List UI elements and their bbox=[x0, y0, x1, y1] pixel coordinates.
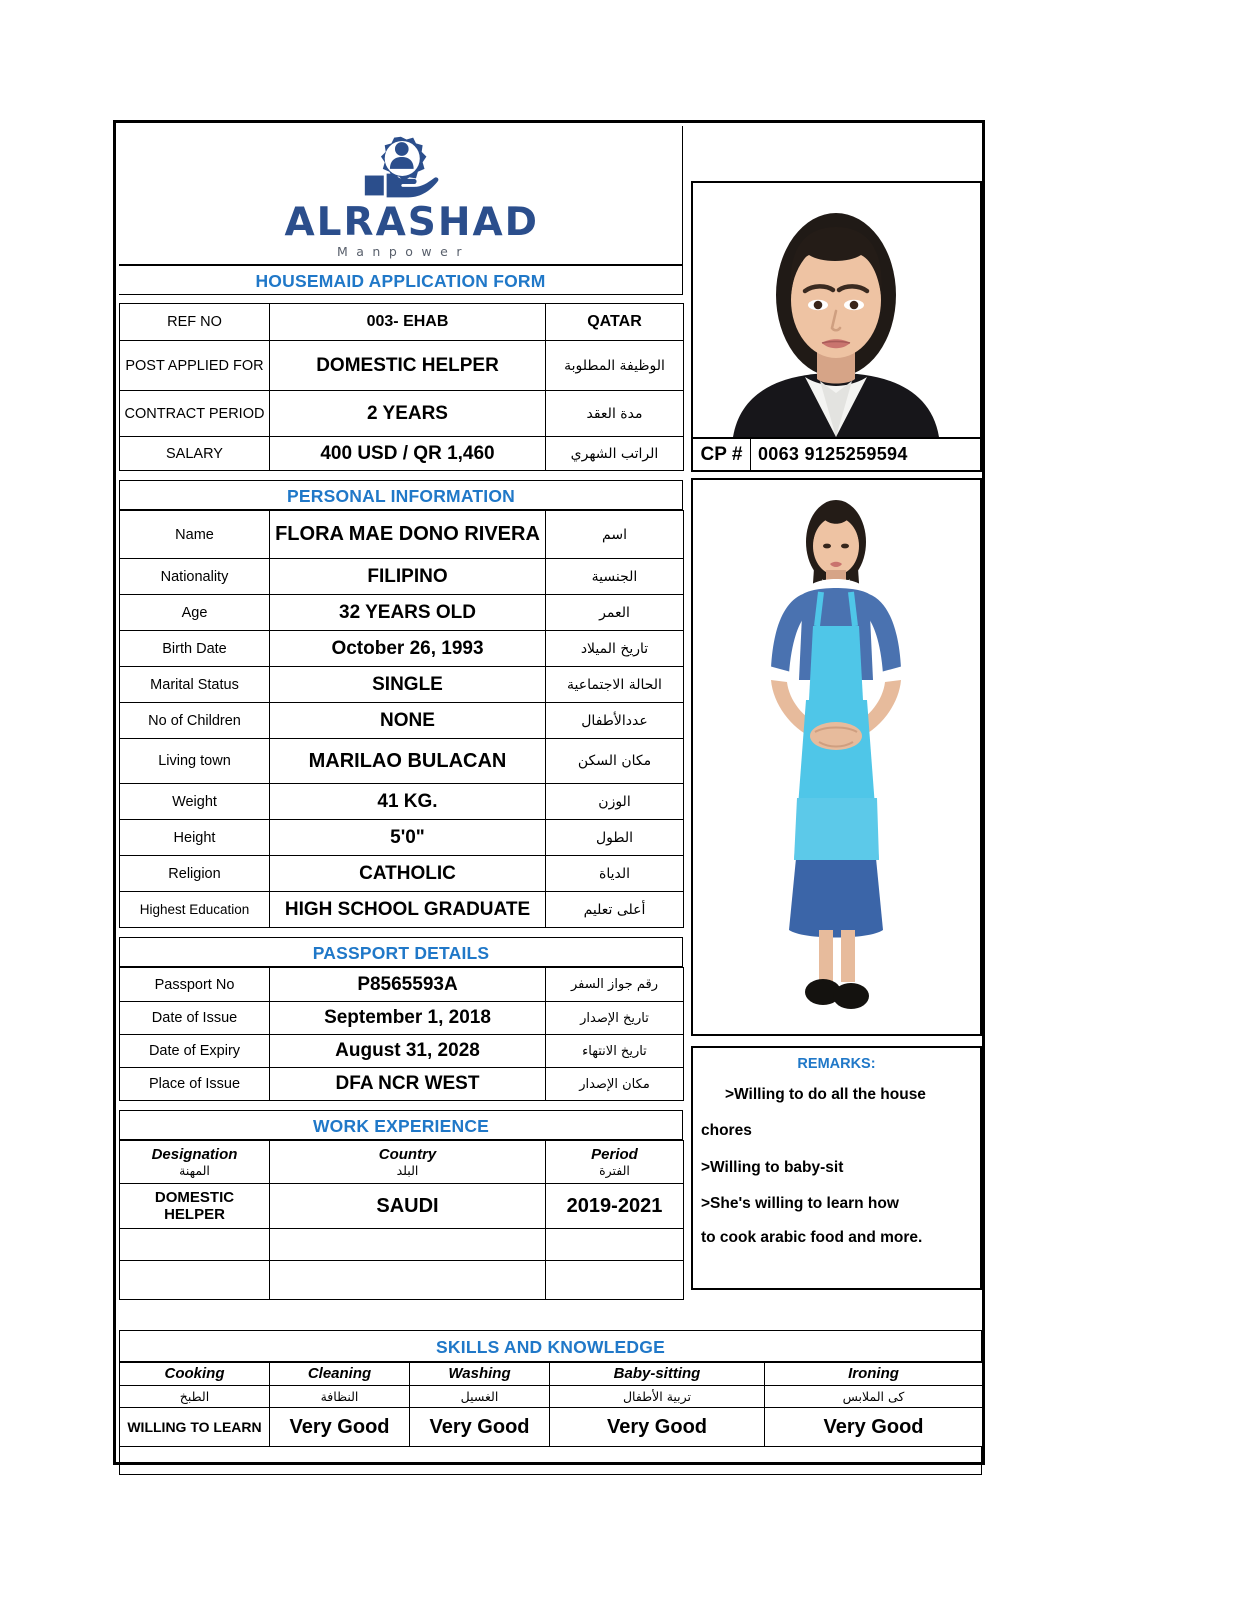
row-arabic: العمر bbox=[546, 595, 684, 631]
work-experience-heading: WORK EXPERIENCE bbox=[119, 1110, 683, 1140]
row-arabic: QATAR bbox=[546, 304, 684, 341]
logo-wordmark: ALRASHAD bbox=[284, 200, 540, 246]
row-label: Highest Education bbox=[120, 892, 270, 928]
personal-information-heading: PERSONAL INFORMATION bbox=[119, 480, 683, 510]
row-value: P8565593A bbox=[270, 968, 546, 1002]
cell-period bbox=[546, 1229, 684, 1261]
column-header-ar: الغسيل bbox=[410, 1386, 550, 1408]
row-arabic: تاريخ الميلاد bbox=[546, 631, 684, 667]
row-value: FILIPINO bbox=[270, 559, 546, 595]
skill-rating-cleaning: Very Good bbox=[270, 1408, 410, 1447]
cell-designation: DOMESTIC HELPER bbox=[120, 1184, 270, 1229]
row-arabic: مدة العقد bbox=[546, 391, 684, 437]
row-arabic: رقم جواز السفر bbox=[546, 968, 684, 1002]
row-label: Birth Date bbox=[120, 631, 270, 667]
column-header-en: Cooking bbox=[164, 1365, 225, 1382]
remark-line: >Willing to do all the house bbox=[725, 1086, 926, 1103]
skills-heading: SKILLS AND KNOWLEDGE bbox=[119, 1330, 982, 1362]
row-label: Religion bbox=[120, 856, 270, 892]
left-column bbox=[119, 126, 683, 1300]
column-header-en: Designation bbox=[151, 1146, 238, 1163]
row-label: Date of Issue bbox=[120, 1002, 270, 1035]
company-logo-block bbox=[119, 126, 683, 265]
table-row bbox=[120, 595, 684, 631]
cell-period bbox=[546, 1261, 684, 1300]
row-label: Place of Issue bbox=[120, 1068, 270, 1101]
row-arabic: الطول bbox=[546, 820, 684, 856]
column-header-ar: البلد bbox=[396, 1163, 419, 1178]
applicant-portrait-photo bbox=[691, 181, 982, 439]
row-value: DOMESTIC HELPER bbox=[270, 341, 546, 391]
row-value: CATHOLIC bbox=[270, 856, 546, 892]
column-header-ar: المهنة bbox=[179, 1163, 210, 1178]
skills-table bbox=[119, 1362, 983, 1447]
skill-rating-babysitting: Very Good bbox=[550, 1408, 765, 1447]
alrashad-logo bbox=[284, 131, 540, 259]
skill-rating-ironing: Very Good bbox=[765, 1408, 983, 1447]
row-value: 400 USD / QR 1,460 bbox=[270, 437, 546, 471]
row-label: SALARY bbox=[120, 437, 270, 471]
column-header-washing bbox=[410, 1363, 550, 1386]
cp-number: 0063 9125259594 bbox=[758, 444, 908, 464]
table-arabic-row bbox=[120, 1386, 983, 1408]
contact-number-bar bbox=[691, 439, 982, 472]
row-value: SINGLE bbox=[270, 667, 546, 703]
table-row bbox=[120, 1035, 684, 1068]
job-details-table bbox=[119, 303, 684, 471]
remark-line: >She's willing to learn how bbox=[701, 1194, 899, 1212]
column-header-ar: النظافة bbox=[270, 1386, 410, 1408]
cell-country bbox=[270, 1229, 546, 1261]
table-row bbox=[120, 739, 684, 784]
cell-country bbox=[270, 1261, 546, 1300]
page-title: HOUSEMAID APPLICATION FORM bbox=[119, 265, 683, 295]
table-row bbox=[120, 559, 684, 595]
table-row bbox=[120, 391, 684, 437]
table-header-row bbox=[120, 1363, 983, 1386]
row-arabic: الراتب الشهري bbox=[546, 437, 684, 471]
table-row bbox=[120, 631, 684, 667]
table-row bbox=[120, 511, 684, 559]
row-arabic: اسم bbox=[546, 511, 684, 559]
column-header-period bbox=[546, 1141, 684, 1184]
row-label: No of Children bbox=[120, 703, 270, 739]
column-header-en: Washing bbox=[448, 1365, 511, 1382]
table-row bbox=[120, 304, 684, 341]
row-value: FLORA MAE DONO RIVERA bbox=[270, 511, 546, 559]
column-header-en: Cleaning bbox=[307, 1365, 372, 1382]
footer-blank-row bbox=[119, 1447, 982, 1475]
remark-line: to cook arabic food and more. bbox=[701, 1229, 923, 1247]
cp-label: CP # bbox=[693, 439, 751, 470]
row-arabic: الدياة bbox=[546, 856, 684, 892]
remark-line: >Willing to baby-sit bbox=[701, 1158, 844, 1176]
row-arabic: عددالأطفال bbox=[546, 703, 684, 739]
column-header-designation bbox=[120, 1141, 270, 1184]
cell-designation bbox=[120, 1261, 270, 1300]
work-experience-table bbox=[119, 1140, 684, 1300]
row-value: August 31, 2028 bbox=[270, 1035, 546, 1068]
row-value: October 26, 1993 bbox=[270, 631, 546, 667]
right-column bbox=[691, 181, 982, 1290]
row-label: Age bbox=[120, 595, 270, 631]
column-header-ar: الفترة bbox=[599, 1163, 630, 1178]
row-arabic: مكان السكن bbox=[546, 739, 684, 784]
row-arabic: أعلى تعليم bbox=[546, 892, 684, 928]
column-header-en: Country bbox=[378, 1146, 437, 1163]
column-header-country bbox=[270, 1141, 546, 1184]
table-row bbox=[120, 703, 684, 739]
table-row bbox=[120, 1184, 684, 1229]
row-label: Name bbox=[120, 511, 270, 559]
table-row bbox=[120, 341, 684, 391]
column-header-ironing bbox=[765, 1363, 983, 1386]
table-row bbox=[120, 1068, 684, 1101]
column-header-ar: كى الملابس bbox=[765, 1386, 983, 1408]
gear-person-hand-icon bbox=[344, 131, 458, 203]
personal-information-table bbox=[119, 510, 684, 928]
table-header-row bbox=[120, 1141, 684, 1184]
remark-line: chores bbox=[701, 1122, 752, 1140]
row-arabic: تاريخ الانتهاء bbox=[546, 1035, 684, 1068]
table-row bbox=[120, 1229, 684, 1261]
application-form-page bbox=[113, 120, 985, 1465]
row-arabic: الجنسية bbox=[546, 559, 684, 595]
row-label: Living town bbox=[120, 739, 270, 784]
row-label: Weight bbox=[120, 784, 270, 820]
row-label: Date of Expiry bbox=[120, 1035, 270, 1068]
row-label: REF NO bbox=[120, 304, 270, 341]
row-label: POST APPLIED FOR bbox=[120, 341, 270, 391]
skill-rating-washing: Very Good bbox=[410, 1408, 550, 1447]
row-arabic: الوظيفة المطلوبة bbox=[546, 341, 684, 391]
skills-section bbox=[119, 1330, 982, 1475]
row-label: Passport No bbox=[120, 968, 270, 1002]
row-value: September 1, 2018 bbox=[270, 1002, 546, 1035]
column-header-ar: الطبخ bbox=[120, 1386, 270, 1408]
row-value: MARILAO BULACAN bbox=[270, 739, 546, 784]
table-row bbox=[120, 1002, 684, 1035]
passport-details-table bbox=[119, 967, 684, 1101]
row-value: NONE bbox=[270, 703, 546, 739]
column-header-en: Period bbox=[591, 1146, 638, 1163]
cell-period: 2019-2021 bbox=[546, 1184, 684, 1229]
row-label: Marital Status bbox=[120, 667, 270, 703]
column-header-en: Ironing bbox=[848, 1365, 899, 1382]
column-header-babysitting bbox=[550, 1363, 765, 1386]
table-row bbox=[120, 820, 684, 856]
row-value: HIGH SCHOOL GRADUATE bbox=[270, 892, 546, 928]
table-row bbox=[120, 1408, 983, 1447]
column-header-en: Baby-sitting bbox=[613, 1365, 701, 1382]
table-row bbox=[120, 856, 684, 892]
table-row bbox=[120, 968, 684, 1002]
column-header-ar: تربية الأطفال bbox=[550, 1386, 765, 1408]
column-header-cooking bbox=[120, 1363, 270, 1386]
logo-tagline: Manpower bbox=[336, 243, 470, 259]
row-value: 003- EHAB bbox=[270, 304, 546, 341]
row-arabic: الوزن bbox=[546, 784, 684, 820]
row-label: Height bbox=[120, 820, 270, 856]
table-row bbox=[120, 667, 684, 703]
row-value: 5'0" bbox=[270, 820, 546, 856]
table-row bbox=[120, 892, 684, 928]
cell-country: SAUDI bbox=[270, 1184, 546, 1229]
applicant-full-body-photo bbox=[691, 478, 982, 1036]
row-value: 2 YEARS bbox=[270, 391, 546, 437]
table-row bbox=[120, 1261, 684, 1300]
row-value: 32 YEARS OLD bbox=[270, 595, 546, 631]
skills-row-label: WILLING TO LEARN bbox=[120, 1408, 270, 1447]
row-value: DFA NCR WEST bbox=[270, 1068, 546, 1101]
table-row bbox=[120, 784, 684, 820]
column-header-cleaning bbox=[270, 1363, 410, 1386]
table-row bbox=[120, 437, 684, 471]
row-value: 41 KG. bbox=[270, 784, 546, 820]
remarks-box bbox=[691, 1046, 982, 1290]
passport-details-heading: PASSPORT DETAILS bbox=[119, 937, 683, 967]
row-arabic: تاريخ الإصدار bbox=[546, 1002, 684, 1035]
row-label: CONTRACT PERIOD bbox=[120, 391, 270, 437]
cell-designation bbox=[120, 1229, 270, 1261]
remarks-title: REMARKS: bbox=[797, 1056, 876, 1072]
row-arabic: الحالة الاجتماعية bbox=[546, 667, 684, 703]
row-label: Nationality bbox=[120, 559, 270, 595]
row-arabic: مكان الإصدار bbox=[546, 1068, 684, 1101]
